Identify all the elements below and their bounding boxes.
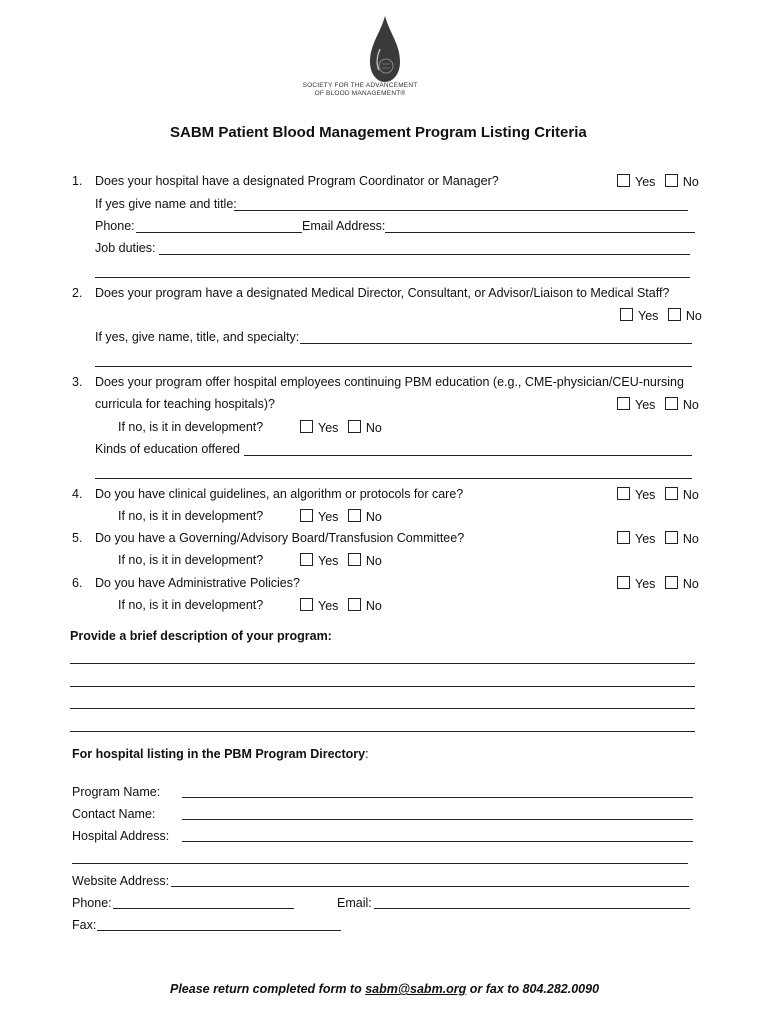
q1-duties-field[interactable] [159, 254, 690, 255]
footer-email-link[interactable]: sabm@sabm.org [365, 982, 467, 996]
footer-suffix: or fax to 804.282.0090 [466, 982, 600, 996]
description-line-2[interactable] [70, 686, 695, 687]
q5-dev-label: If no, is it in development? [118, 553, 264, 567]
q3-kinds-label: Kinds of education offered [95, 442, 241, 456]
q2-no-label: No [685, 309, 702, 323]
hospital-address-field[interactable] [182, 841, 693, 842]
q2-name-field-2[interactable] [95, 366, 692, 367]
q1-no-checkbox[interactable] [665, 174, 678, 187]
listing-phone-field[interactable] [113, 908, 294, 909]
description-heading: Provide a brief description of your program: [70, 629, 332, 643]
listing-heading-text: For hospital listing in the PBM Program Directory [72, 747, 366, 761]
contact-name-label: Contact Name: [72, 807, 156, 821]
q1-text: Does your hospital have a designated Program Coordinator or Manager? [95, 174, 499, 188]
q3-dev-yes-no [300, 420, 382, 435]
q1-name-field[interactable] [234, 210, 688, 211]
q6-no-checkbox[interactable] [665, 576, 678, 589]
q5-dev-no-label: No [365, 554, 382, 568]
q3-yes-checkbox[interactable] [617, 397, 630, 410]
q6-yes-label: Yes [635, 577, 656, 591]
q6-yes-checkbox[interactable] [617, 576, 630, 589]
page-title: SABM Patient Blood Management Program Listing Criteria [170, 124, 587, 141]
q3-text-2: curricula for teaching hospitals)? [95, 397, 275, 411]
logo-line-2: OF BLOOD MANAGEMENT [314, 90, 401, 97]
q1-email-label: Email Address: [302, 219, 386, 233]
fax-field[interactable] [97, 930, 341, 931]
q6-dev-yes-label: Yes [318, 599, 339, 613]
listing-email-label: Email: [337, 896, 372, 910]
q2-number: 2. [72, 286, 83, 300]
q6-no-label: No [682, 577, 699, 591]
q4-dev-yes-checkbox[interactable] [300, 509, 313, 522]
q4-no-checkbox[interactable] [665, 487, 678, 500]
q2-yes-no [620, 308, 702, 323]
q1-phone-label: Phone: [95, 219, 135, 233]
q4-dev-yes-label: Yes [318, 510, 339, 524]
q4-number: 4. [72, 487, 83, 501]
q6-dev-no-label: No [365, 599, 382, 613]
program-name-label: Program Name: [72, 785, 161, 799]
q1-name-label: If yes give name and title: [95, 197, 237, 211]
program-name-field[interactable] [182, 797, 693, 798]
q5-yes-no [617, 531, 699, 546]
q6-dev-no-checkbox[interactable] [348, 598, 361, 611]
fax-label: Fax: [72, 918, 97, 932]
q4-no-label: No [682, 488, 699, 502]
q4-dev-label: If no, is it in development? [118, 509, 264, 523]
logo-registered-mark: ® [400, 90, 406, 97]
q6-number: 6. [72, 576, 83, 590]
q3-yes-label: Yes [635, 398, 656, 412]
listing-heading [72, 747, 369, 761]
q2-no-checkbox[interactable] [668, 308, 681, 321]
q4-yes-checkbox[interactable] [617, 487, 630, 500]
q2-name-field[interactable] [300, 343, 692, 344]
listing-heading-colon: : [365, 747, 369, 761]
q4-text: Do you have clinical guidelines, an algorithm or protocols for care? [95, 487, 464, 501]
q4-dev-yes-no [300, 509, 382, 524]
logo-line-1: SOCIETY FOR THE ADVANCEMENT [302, 82, 418, 89]
contact-name-field[interactable] [182, 819, 693, 820]
footer-prefix: Please return completed form to [170, 982, 366, 996]
q3-kinds-field[interactable] [244, 455, 692, 456]
q2-name-label: If yes, give name, title, and specialty: [95, 330, 300, 344]
q3-kinds-field-2[interactable] [95, 478, 692, 479]
listing-email-field[interactable] [374, 908, 690, 909]
description-line-4[interactable] [70, 731, 695, 732]
listing-phone-label: Phone: [72, 896, 112, 910]
description-line-1[interactable] [70, 663, 695, 664]
q5-no-checkbox[interactable] [665, 531, 678, 544]
q3-yes-no [617, 397, 699, 412]
q5-dev-yes-checkbox[interactable] [300, 553, 313, 566]
q6-dev-label: If no, is it in development? [118, 598, 264, 612]
footer-note [170, 982, 599, 996]
q6-dev-yes-no [300, 598, 382, 613]
q3-dev-label: If no, is it in development? [118, 420, 264, 434]
logo-text [290, 82, 430, 98]
q2-yes-label: Yes [638, 309, 659, 323]
q4-dev-no-label: No [365, 510, 382, 524]
q4-dev-no-checkbox[interactable] [348, 509, 361, 522]
q2-yes-checkbox[interactable] [620, 308, 633, 321]
q3-dev-yes-label: Yes [318, 421, 339, 435]
q3-number: 3. [72, 375, 83, 389]
q6-text: Do you have Administrative Policies? [95, 576, 300, 590]
q5-no-label: No [682, 532, 699, 546]
q1-phone-field[interactable] [136, 232, 302, 233]
q5-number: 5. [72, 531, 83, 545]
q3-no-label: No [682, 398, 699, 412]
q6-yes-no [617, 576, 699, 591]
q5-dev-no-checkbox[interactable] [348, 553, 361, 566]
q1-duties-field-2[interactable] [95, 277, 690, 278]
q1-number: 1. [72, 174, 83, 188]
q5-dev-yes-label: Yes [318, 554, 339, 568]
website-label: Website Address: [72, 874, 170, 888]
q3-no-checkbox[interactable] [665, 397, 678, 410]
q1-yes-label: Yes [635, 175, 656, 189]
hospital-address-label: Hospital Address: [72, 829, 170, 843]
q3-text-1: Does your program offer hospital employees continuing PBM education (e.g., CME-physician/CEU-nursing [95, 375, 684, 389]
q5-dev-yes-no [300, 553, 382, 568]
q5-yes-checkbox[interactable] [617, 531, 630, 544]
description-line-3[interactable] [70, 708, 695, 709]
q6-dev-yes-checkbox[interactable] [300, 598, 313, 611]
q3-dev-no-label: No [365, 421, 382, 435]
q3-dev-yes-checkbox[interactable] [300, 420, 313, 433]
q3-dev-no-checkbox[interactable] [348, 420, 361, 433]
q4-yes-no [617, 487, 699, 502]
q2-text: Does your program have a designated Medical Director, Consultant, or Advisor/Liaison to Medical Staff? [95, 286, 670, 300]
q1-yes-no [617, 174, 699, 189]
q5-yes-label: Yes [635, 532, 656, 546]
website-field[interactable] [171, 886, 689, 887]
q1-yes-checkbox[interactable] [617, 174, 630, 187]
q5-text: Do you have a Governing/Advisory Board/Transfusion Committee? [95, 531, 465, 545]
q1-no-label: No [682, 175, 699, 189]
q1-duties-label: Job duties: [95, 241, 156, 255]
hospital-address-field-2[interactable] [72, 863, 688, 864]
q4-yes-label: Yes [635, 488, 656, 502]
q1-email-field[interactable] [385, 232, 695, 233]
